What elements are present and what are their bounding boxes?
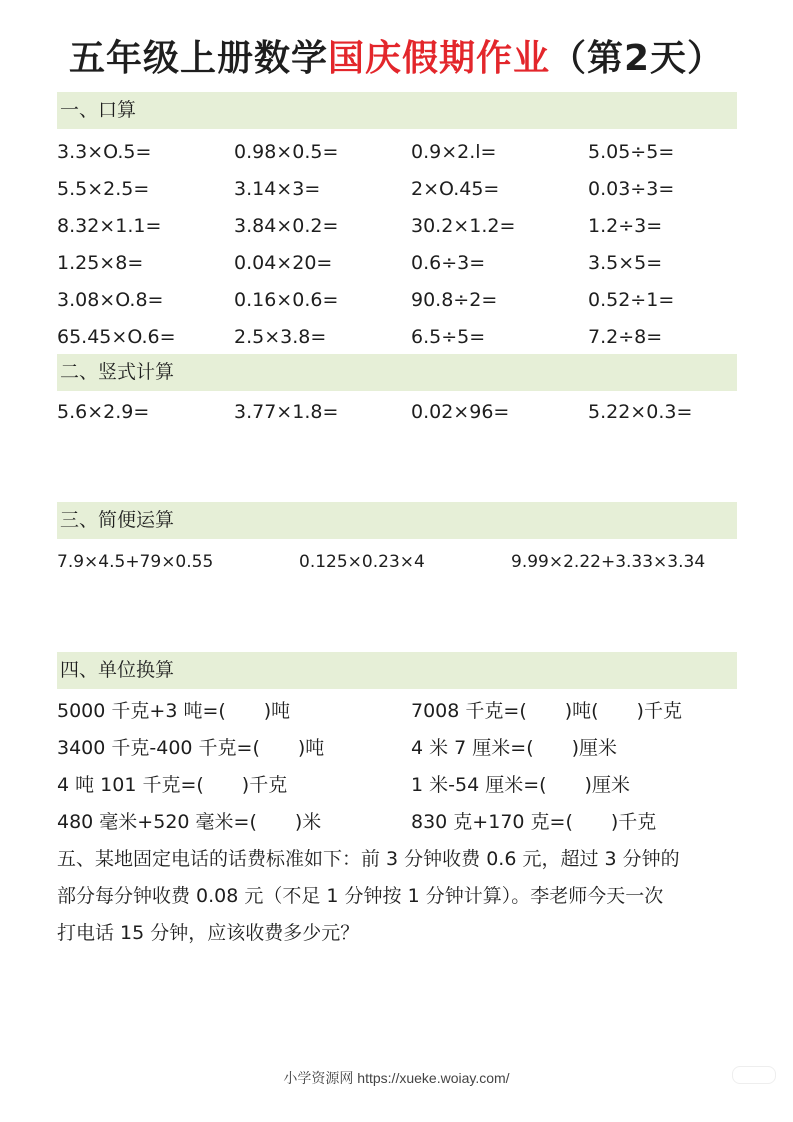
vertical-item: 5.22×0.3= (588, 401, 693, 423)
vertical-item: 0.02×96= (411, 401, 510, 423)
section-heading-oral: 一、口算 (57, 92, 737, 129)
oral-row (57, 285, 747, 315)
oral-item: 3.84×0.2= (234, 215, 339, 237)
units-row (57, 807, 747, 837)
units-item: 1 米-54 厘米=( )厘米 (411, 774, 630, 796)
oral-item: 3.14×3= (234, 178, 321, 200)
oral-item: 90.8÷2= (411, 289, 498, 311)
oral-item: 2×O.45= (411, 178, 500, 200)
units-item: 5000 千克+3 吨=( )吨 (57, 700, 291, 722)
units-item: 4 米 7 厘米=( )厘米 (411, 737, 618, 759)
oral-item: 0.6÷3= (411, 252, 486, 274)
oral-item: 1.25×8= (57, 252, 144, 274)
units-row (57, 696, 747, 726)
units-item: 4 吨 101 千克=( )千克 (57, 774, 288, 796)
oral-item: 0.52÷1= (588, 289, 675, 311)
oral-row (57, 137, 747, 167)
word-problem-line: 五、某地固定电话的话费标准如下：前 3 分钟收费 0.6 元，超过 3 分钟的 (57, 848, 680, 870)
vertical-row (57, 397, 747, 427)
units-row (57, 770, 747, 800)
oral-item: 0.16×0.6= (234, 289, 339, 311)
oral-item: 0.03÷3= (588, 178, 675, 200)
oral-row (57, 248, 747, 278)
oral-item: 0.9×2.l= (411, 141, 497, 163)
units-row (57, 733, 747, 763)
watermark-badge (732, 1066, 776, 1084)
simplify-row (57, 547, 747, 577)
units-item: 7008 千克=( )吨( )千克 (411, 700, 682, 722)
units-item: 480 毫米+520 毫米=( )米 (57, 811, 322, 833)
simplify-item: 0.125×0.23×4 (299, 552, 425, 572)
footer-source: 小学资源网 https://xueke.woiay.com/ (283, 1070, 510, 1086)
oral-item: 6.5÷5= (411, 326, 486, 348)
oral-item: 3.5×5= (588, 252, 663, 274)
word-problem (57, 841, 747, 952)
oral-item: 7.2÷8= (588, 326, 663, 348)
title-suffix: （第2天） (549, 38, 725, 79)
oral-item: 0.98×0.5= (234, 141, 339, 163)
oral-item: 30.2×1.2= (411, 215, 516, 237)
oral-item: 3.3×O.5= (57, 141, 152, 163)
oral-item: 0.04×20= (234, 252, 333, 274)
page-title (0, 30, 793, 81)
title-prefix: 五年级上册数学 (68, 38, 328, 79)
section-heading-simplify: 三、简便运算 (57, 502, 737, 539)
section-heading-units: 四、单位换算 (57, 652, 737, 689)
section-heading-vertical: 二、竖式计算 (57, 354, 737, 391)
oral-item: 5.5×2.5= (57, 178, 150, 200)
oral-item: 1.2÷3= (588, 215, 663, 237)
oral-item: 3.08×O.8= (57, 289, 164, 311)
vertical-item: 5.6×2.9= (57, 401, 150, 423)
title-highlight: 国庆假期作业 (327, 38, 550, 79)
units-item: 830 克+170 克=( )千克 (411, 811, 657, 833)
oral-item: 8.32×1.1= (57, 215, 162, 237)
word-problem-line: 部分每分钟收费 0.08 元（不足 1 分钟按 1 分钟计算）。李老师今天一次 (57, 885, 664, 907)
oral-row (57, 322, 747, 352)
units-item: 3400 千克-400 千克=( )吨 (57, 737, 325, 759)
simplify-item: 7.9×4.5+79×0.55 (57, 552, 214, 572)
oral-row (57, 174, 747, 204)
simplify-item: 9.99×2.22+3.33×3.34 (511, 552, 706, 572)
oral-row (57, 211, 747, 241)
vertical-item: 3.77×1.8= (234, 401, 339, 423)
oral-item: 5.05÷5= (588, 141, 675, 163)
word-problem-line: 打电话 15 分钟，应该收费多少元？ (57, 922, 360, 944)
oral-item: 2.5×3.8= (234, 326, 327, 348)
oral-item: 65.45×O.6= (57, 326, 176, 348)
